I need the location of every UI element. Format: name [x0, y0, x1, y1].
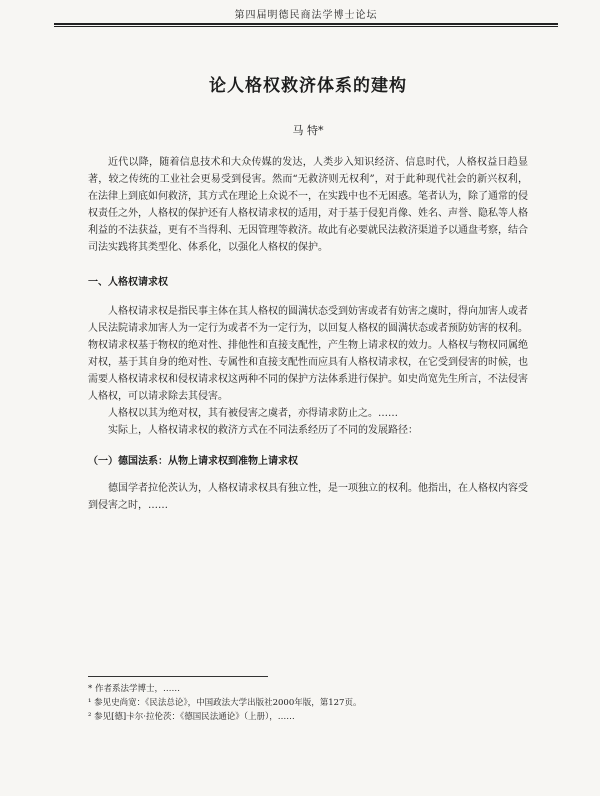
- header-rule: [54, 23, 558, 27]
- running-header: 第四届明德民商法学博士论坛: [234, 10, 378, 21]
- footnote: * 作者系法学博士，……: [88, 684, 180, 694]
- body-paragraph: 人格权以其为绝对权，其有被侵害之虞者，亦得请求防止之。……: [108, 408, 398, 419]
- subsection-heading: （一）德国法系：从物上请求权到准物上请求权: [88, 456, 298, 467]
- footnotes: [88, 676, 528, 725]
- footnote: ² 参见[德]卡尔·拉伦茨：《德国民法通论》（上册），……: [88, 712, 295, 722]
- article-body: [88, 154, 528, 514]
- article-author: 马 特*: [292, 124, 324, 137]
- section-heading: 一、人格权请求权: [88, 277, 168, 288]
- article-title: 论人格权救济体系的建构: [209, 76, 407, 96]
- intro-paragraph: 近代以降，随着信息技术和大众传媒的发达，人类步入知识经济、信息时代，人格权益日趋显著，较之传统的工业社会更易受到侵害。然而“无救济则无权利”，对于此种现代社会的新兴权利，在法律上到底如何救济，其方式在理论上众说不一，在实践中也不无困惑。笔者认为，除了通常的侵权责任之外，人格权的保护还有人格权请求权的适用，对于基于侵犯肖像、姓名、声誉、隐私等人格利益的不法获益，更有不当得利、无因管理等救济。故此有必要就民法救济渠道予以通盘考察，结合司法实践将其类型化、体系化，以强化人格权的保护。: [88, 157, 528, 253]
- body-paragraph: 人格权请求权是指民事主体在其人格权的圆满状态受到妨害或者有妨害之虞时，得向加害人或者人民法院请求加害人为一定行为或者不为一定行为，以回复人格权的圆满状态或者预防妨害的权利。物权请求权基于物权的绝对性、排他性和直接支配性，产生物上请求权的效力。人格权与物权同属绝对权，基于其自身的绝对性、专属性和直接支配性而应具有人格权请求权，在它受到侵害的时候，也需要人格权请求权和侵权请求权这两种不同的保护方法体系进行保护。如史尚宽先生所言，不法侵害人格权，可以请求除去其侵害。: [88, 306, 528, 402]
- footnote-rule: [88, 676, 268, 677]
- body-paragraph: 德国学者拉伦茨认为，人格权请求权具有独立性，是一项独立的权利。他指出，在人格权内容受到侵害之时，……: [88, 483, 528, 511]
- body-paragraph: 实际上，人格权请求权的救济方式在不同法系经历了不同的发展路径：: [108, 425, 418, 436]
- footnote: ¹ 参见史尚宽：《民法总论》，中国政法大学出版社2000年版，第127页。: [88, 698, 362, 708]
